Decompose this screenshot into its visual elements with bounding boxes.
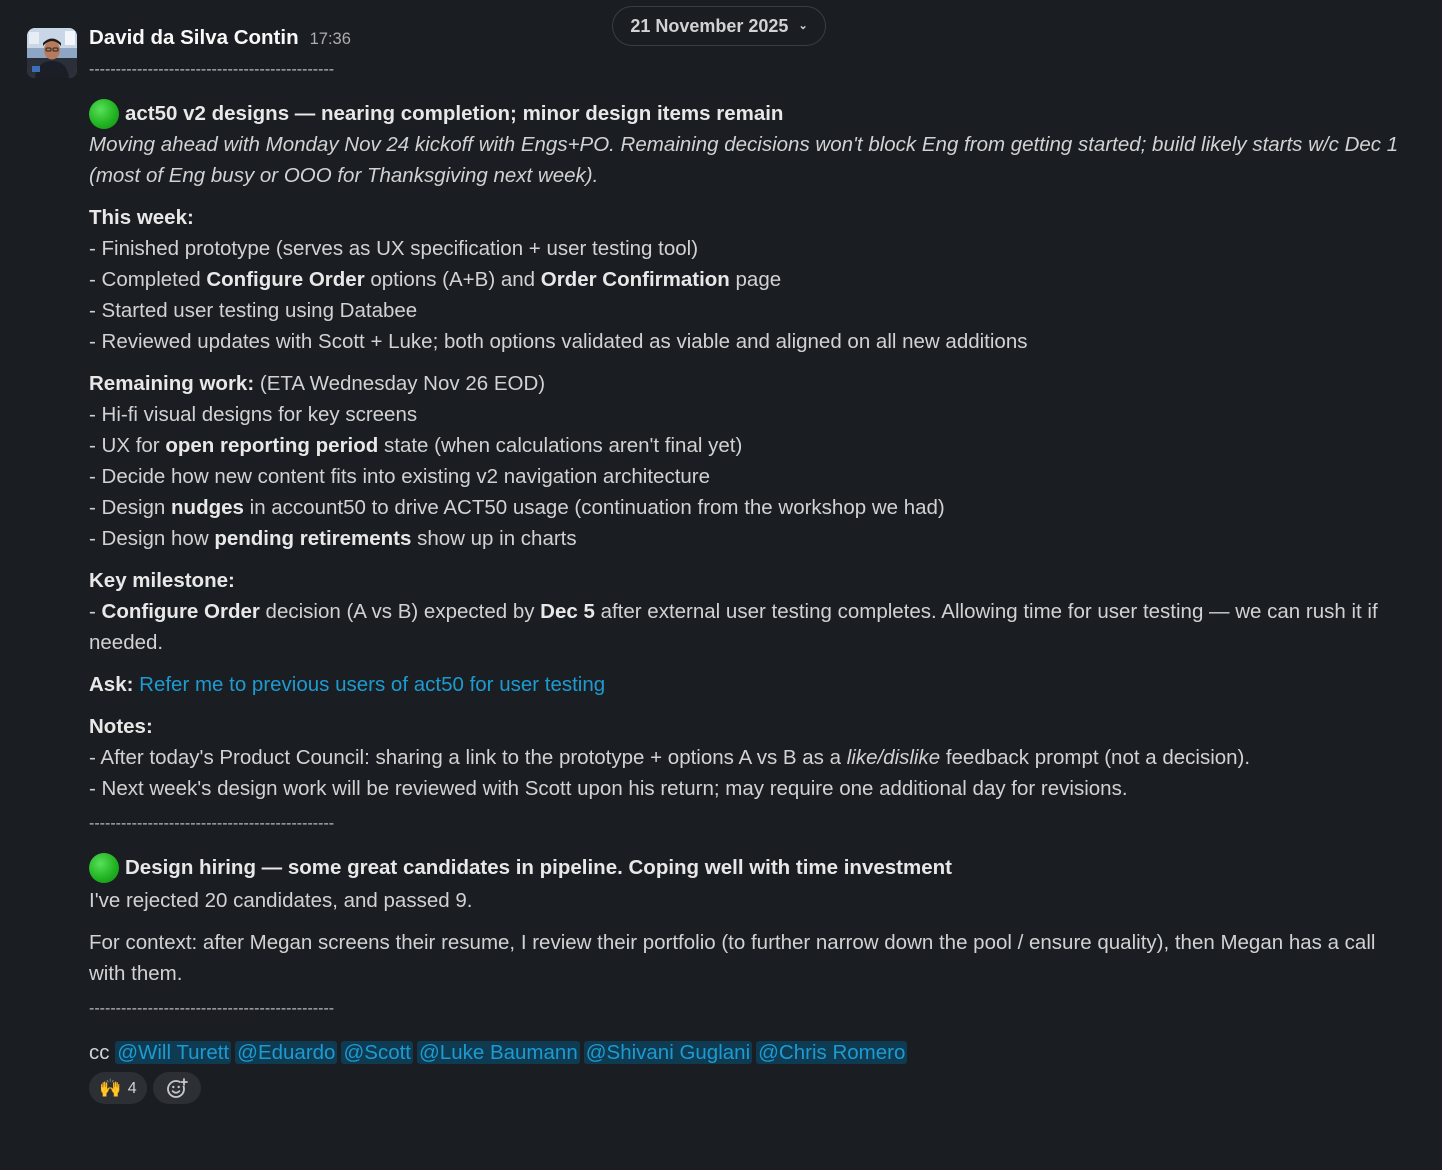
remaining-work-block	[89, 368, 1409, 554]
list-item: - Started user testing using Databee	[89, 299, 418, 322]
milestone-block	[89, 565, 1409, 658]
message	[89, 22, 1409, 1104]
mention-shivani-guglani[interactable]: @Shivani Guglani	[585, 1041, 751, 1064]
green-circle-icon	[89, 99, 119, 129]
reaction-raised-hands[interactable]	[89, 1072, 147, 1104]
mention-will-turett[interactable]: @Will Turett	[117, 1041, 230, 1064]
list-item: - Reviewed updates with Scott + Luke; both options validated as viable and aligned on all new additions	[89, 330, 1028, 353]
notes-block	[89, 711, 1409, 804]
this-week-block	[89, 202, 1409, 357]
add-reaction-icon	[166, 1077, 188, 1099]
list-item: - After today's Product Council: sharing a link to the prototype + options A vs B as a like/dislike feedback prompt (not a decision).	[89, 746, 1251, 769]
add-reaction-button[interactable]	[153, 1072, 201, 1104]
ask-block	[89, 669, 1409, 700]
divider: ----------------------------------------------	[89, 61, 335, 78]
list-item: - Next week's design work will be reviewed with Scott upon his return; may require one additional day for revisions.	[89, 777, 1128, 800]
hiring-context: For context: after Megan screens their resume, I review their portfolio (to further narrow down the pool / ensure quality), then Megan has a call with them.	[89, 931, 1376, 985]
raised-hands-icon: 🙌	[99, 1077, 122, 1098]
section-summary: Moving ahead with Monday Nov 24 kickoff with Engs+PO. Remaining decisions won't block Eng from getting started; build likely starts w/c Dec 1 (most of Eng busy or OOO for Thanksgiving next week).	[89, 133, 1399, 187]
avatar[interactable]	[27, 28, 77, 78]
date-label: 21 November 2025	[630, 15, 789, 36]
divider: ----------------------------------------------	[89, 815, 335, 832]
divider: ----------------------------------------------	[89, 1000, 335, 1017]
mention-luke-baumann[interactable]: @Luke Baumann	[419, 1041, 578, 1064]
list-item: - Hi-fi visual designs for key screens	[89, 403, 418, 426]
mention-chris-romero[interactable]: @Chris Romero	[758, 1041, 906, 1064]
chevron-down-icon: ⌄	[798, 19, 808, 32]
list-item: - Design how pending retirements show up in charts	[89, 527, 577, 550]
mention-scott[interactable]: @Scott	[343, 1041, 411, 1064]
hiring-stats: I've rejected 20 candidates, and passed 9.	[89, 889, 473, 912]
list-item: - UX for open reporting period state (when calculations aren't final yet)	[89, 434, 743, 457]
notes-label: Notes:	[89, 715, 153, 738]
message-timestamp[interactable]: 17:36	[309, 30, 351, 48]
message-header	[89, 22, 1409, 56]
avatar-image	[27, 28, 77, 78]
section-heading-act50	[89, 98, 1409, 129]
list-item: - Finished prototype (serves as UX specification + user testing tool)	[89, 237, 699, 260]
cc-label: cc	[89, 1041, 110, 1064]
mention-eduardo[interactable]: @Eduardo	[237, 1041, 336, 1064]
cc-line	[89, 1037, 1409, 1068]
this-week-label: This week:	[89, 206, 194, 229]
list-item: - Design nudges in account50 to drive ACT50 usage (continuation from the workshop we had)	[89, 496, 945, 519]
list-item: - Decide how new content fits into existing v2 navigation architecture	[89, 465, 711, 488]
ask-link[interactable]: Refer me to previous users of act50 for user testing	[139, 673, 606, 696]
section-title: act50 v2 designs — nearing completion; minor design items remain	[125, 102, 784, 125]
list-item: - Configure Order decision (A vs B) expected by Dec 5 after external user testing completes. Allowing time for user testing — we can rush it if needed.	[89, 600, 1378, 654]
ask-label: Ask:	[89, 673, 134, 696]
remaining-work-label: Remaining work:	[89, 372, 255, 395]
green-circle-icon	[89, 853, 119, 883]
remaining-eta: (ETA Wednesday Nov 26 EOD)	[254, 372, 546, 395]
author-name[interactable]: David da Silva Contin	[89, 26, 299, 49]
reactions-bar	[89, 1072, 1409, 1104]
section-title: Design hiring — some great candidates in pipeline. Coping well with time investment	[125, 856, 952, 879]
section-heading-hiring	[89, 852, 1409, 883]
list-item: - Completed Configure Order options (A+B) and Order Confirmation page	[89, 268, 782, 291]
milestone-label: Key milestone:	[89, 569, 235, 592]
reaction-count: 4	[127, 1079, 137, 1097]
